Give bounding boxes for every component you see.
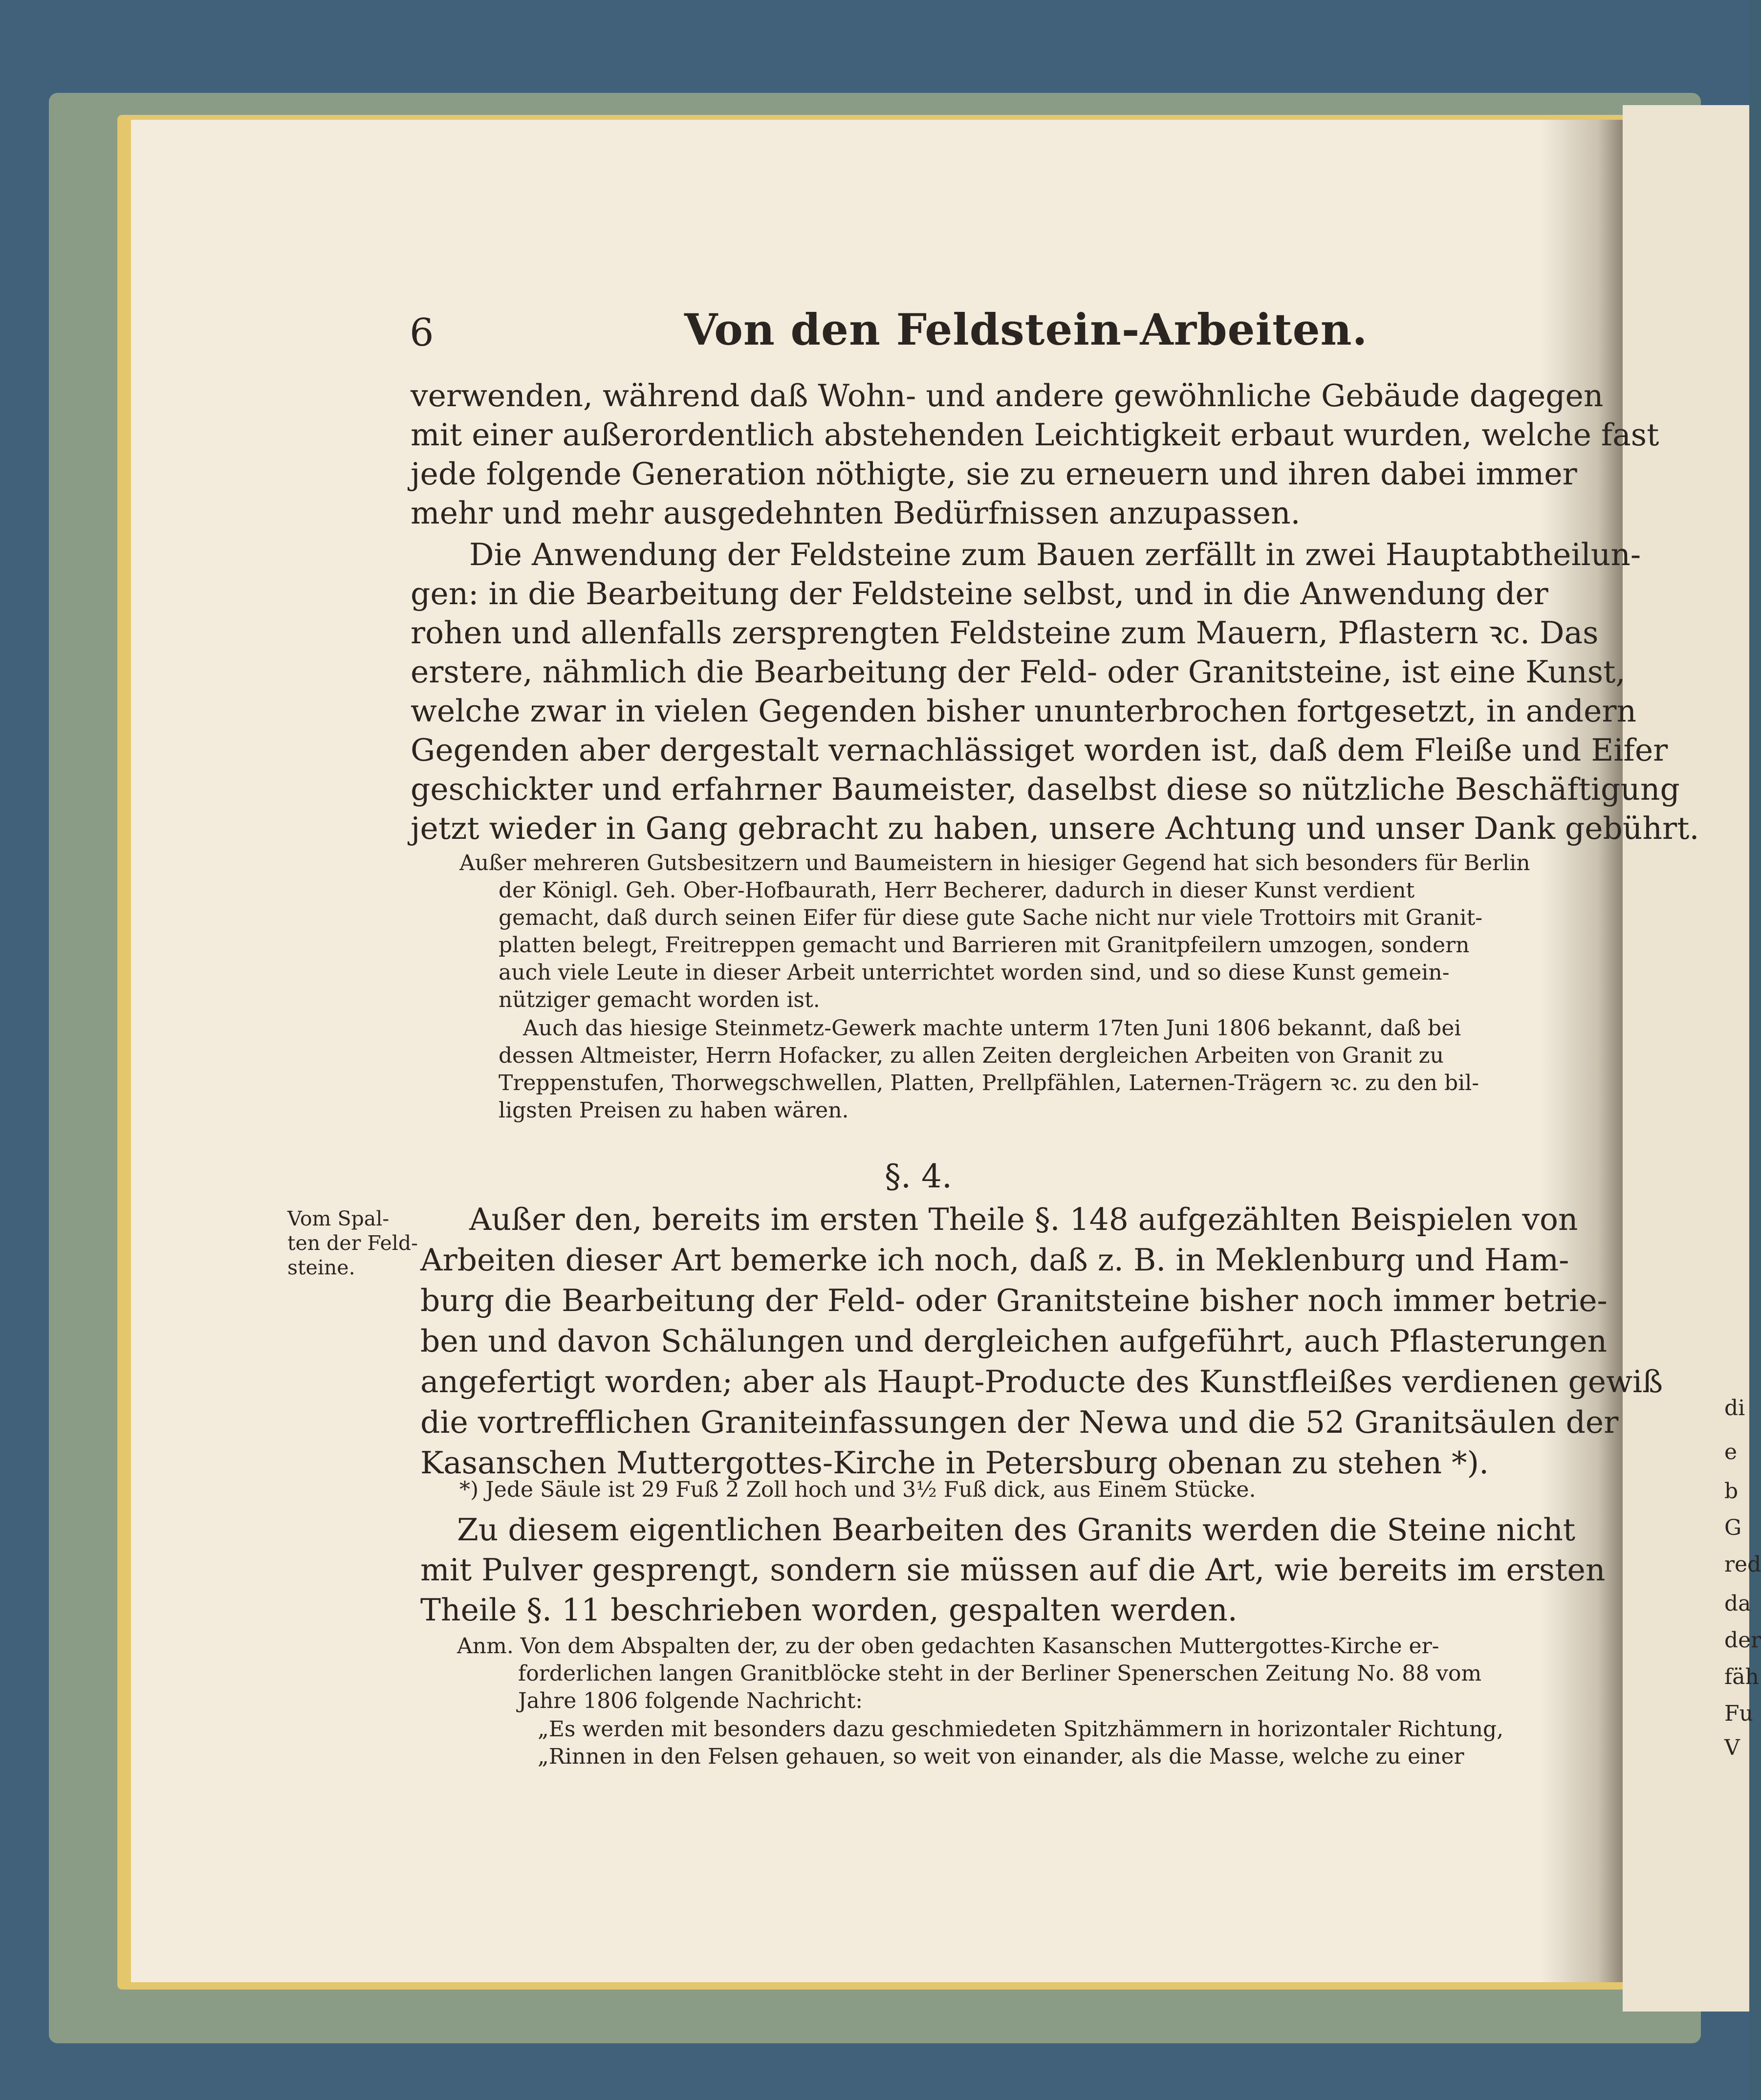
margin-note-line: steine. [287, 1256, 355, 1279]
facing-page-fragment: fäh [1724, 1664, 1759, 1689]
facing-page-fragment: V [1724, 1735, 1740, 1760]
body-line: Gegenden aber dergestalt vernachlässiget worden ist, daß dem Fleiße und Eifer [411, 732, 1668, 768]
body-line: angefertigt worden; aber als Haupt-Producte des Kunstfleißes verdienen gewiß [420, 1364, 1663, 1400]
annotation-line: „Rinnen in den Felsen gehauen, so weit von einander, als die Masse, welche zu einer [538, 1744, 1464, 1769]
body-line: Zu diesem eigentlichen Bearbeiten des Granits werden die Steine nicht [457, 1512, 1576, 1548]
facing-page-fragment: e [1724, 1440, 1738, 1465]
margin-note-line: ten der Feld- [287, 1231, 418, 1255]
body-line: ben und davon Schälungen und dergleichen aufgeführt, auch Pflasterungen [420, 1323, 1608, 1359]
body-line: rohen und allenfalls zersprengten Feldsteine zum Mauern, Pflastern ꝛc. Das [411, 615, 1599, 651]
section-heading: §. 4. [885, 1158, 952, 1195]
body-line: mit Pulver gesprengt, sondern sie müssen auf die Art, wie bereits im ersten [420, 1552, 1606, 1588]
page-number: 6 [410, 311, 434, 355]
body-line: Theile §. 11 beschrieben worden, gespalten werden. [420, 1592, 1238, 1628]
footnote-line: platten belegt, Freitreppen gemacht und Barrieren mit Granitpfeilern umzogen, sondern [499, 933, 1470, 958]
body-line: Außer den, bereits im ersten Theile §. 148 aufgezählten Beispielen von [469, 1202, 1578, 1237]
margin-note-line: Vom Spal- [287, 1207, 390, 1230]
body-line: Die Anwendung der Feldsteine zum Bauen zerfällt in zwei Hauptabtheilun- [469, 537, 1641, 572]
annotation-line: „Es werden mit besonders dazu geschmiedeten Spitzhämmern in horizontaler Richtung, [538, 1717, 1504, 1742]
footnote-line: *) Jede Säule ist 29 Fuß 2 Zoll hoch und 3½ Fuß dick, aus Einem Stücke. [459, 1477, 1256, 1502]
body-line: mit einer außerordentlich abstehenden Leichtigkeit erbaut wurden, welche fast [411, 417, 1659, 453]
annotation-line: forderlichen langen Granitblöcke steht in der Berliner Spenerschen Zeitung No. 88 vom [518, 1661, 1482, 1686]
facing-page-fragment: di [1724, 1396, 1745, 1421]
facing-page-fragment: da [1724, 1591, 1751, 1616]
body-line: Kasanschen Muttergottes-Kirche in Petersburg obenan zu stehen *). [420, 1445, 1489, 1481]
facing-page-fragment: der [1724, 1628, 1761, 1653]
footnote-line: gemacht, daß durch seinen Eifer für diese gute Sache nicht nur viele Trottoirs mit Granit- [499, 905, 1483, 930]
page-title: Von den Feldstein-Arbeiten. [684, 304, 1368, 355]
body-line: die vortrefflichen Graniteinfassungen der Newa und die 52 Granitsäulen der [420, 1404, 1619, 1440]
body-line: geschickter und erfahrner Baumeister, daselbst diese so nützliche Beschäftigung [411, 771, 1680, 807]
footnote-line: nütziger gemacht worden ist. [499, 987, 820, 1012]
footnote-line: Treppenstufen, Thorwegschwellen, Platten, Prellpfählen, Laternen-Trägern ꝛc. zu den bil- [499, 1071, 1479, 1095]
body-line: burg die Bearbeitung der Feld- oder Granitsteine bisher noch immer betrie- [420, 1283, 1608, 1318]
facing-page-fragment: b [1724, 1479, 1739, 1504]
facing-page-fragment: red [1724, 1552, 1761, 1577]
body-line: welche zwar in vielen Gegenden bisher ununterbrochen fortgesetzt, in andern [411, 693, 1637, 729]
facing-page-fragment: G [1724, 1515, 1742, 1540]
annotation-line: Jahre 1806 folgende Nachricht: [518, 1688, 863, 1713]
facing-page-fragment: Fu [1724, 1701, 1753, 1726]
footnote-line: Auch das hiesige Steinmetz-Gewerk machte unterm 17ten Juni 1806 bekannt, daß bei [523, 1016, 1461, 1041]
annotation-line: Anm. Von dem Abspalten der, zu der oben gedachten Kasanschen Muttergottes-Kirche er- [457, 1634, 1439, 1659]
body-line: jede folgende Generation nöthigte, sie zu erneuern und ihren dabei immer [411, 456, 1577, 492]
body-line: jetzt wieder in Gang gebracht zu haben, unsere Achtung und unser Dank gebührt. [411, 810, 1699, 846]
footnote-line: dessen Altmeister, Herrn Hofacker, zu allen Zeiten dergleichen Arbeiten von Granit zu [499, 1043, 1444, 1068]
body-line: gen: in die Bearbeitung der Feldsteine selbst, und in die Anwendung der [411, 576, 1548, 612]
body-line: verwenden, während daß Wohn- und andere gewöhnliche Gebäude dagegen [411, 378, 1604, 414]
footnote-line: ligsten Preisen zu haben wären. [499, 1098, 849, 1123]
body-line: mehr und mehr ausgedehnten Bedürfnissen anzupassen. [411, 495, 1301, 531]
body-line: Arbeiten dieser Art bemerke ich noch, daß z. B. in Meklenburg und Ham- [420, 1242, 1569, 1278]
footnote-line: auch viele Leute in dieser Arbeit unterrichtet worden sind, und so diese Kunst gemein- [499, 960, 1450, 985]
footnote-line: Außer mehreren Gutsbesitzern und Baumeistern in hiesiger Gegend hat sich besonders für Berlin [459, 851, 1530, 875]
footnote-line: der Königl. Geh. Ober-Hofbaurath, Herr Becherer, dadurch in dieser Kunst verdient [499, 878, 1415, 903]
body-line: erstere, nähmlich die Bearbeitung der Feld- oder Granitsteine, ist eine Kunst, [411, 654, 1626, 690]
